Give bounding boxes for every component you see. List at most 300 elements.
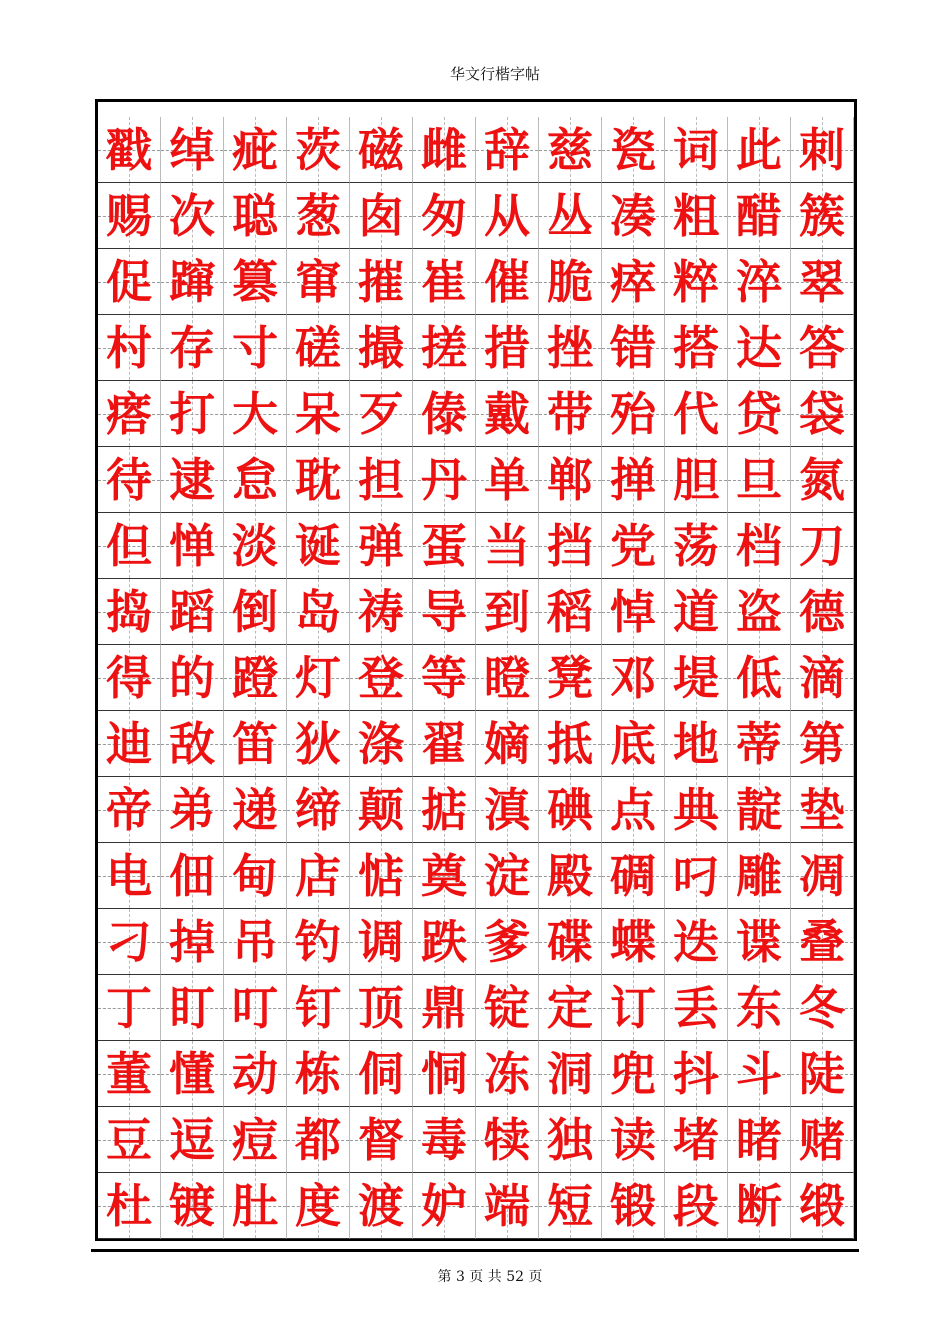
grid-cell — [161, 1107, 224, 1173]
practice-character: 淀 — [484, 848, 530, 903]
practice-character: 殆 — [610, 386, 656, 441]
practice-character: 瞪 — [484, 650, 530, 705]
grid-cell — [476, 315, 539, 381]
practice-character: 邓 — [610, 650, 656, 705]
practice-character: 电 — [106, 848, 152, 903]
grid-cell — [539, 183, 602, 249]
grid-cell — [413, 777, 476, 843]
grid-cell — [413, 447, 476, 513]
practice-character: 掉 — [169, 914, 215, 969]
practice-character: 歹 — [358, 386, 404, 441]
grid-cell — [287, 843, 350, 909]
practice-character: 恫 — [421, 1046, 467, 1101]
grid-cell — [791, 117, 854, 183]
practice-character: 斗 — [736, 1046, 782, 1101]
practice-character: 典 — [673, 782, 719, 837]
grid-cell — [413, 315, 476, 381]
practice-character: 囱 — [358, 188, 404, 243]
grid-cell — [161, 579, 224, 645]
grid-cell — [602, 315, 665, 381]
grid-cell — [161, 513, 224, 579]
practice-character: 旦 — [736, 452, 782, 507]
practice-character: 氮 — [799, 452, 845, 507]
grid-cell — [539, 315, 602, 381]
practice-character: 倒 — [232, 584, 278, 639]
grid-cell — [350, 843, 413, 909]
practice-character: 读 — [610, 1112, 656, 1167]
practice-character: 崔 — [421, 254, 467, 309]
practice-character: 督 — [358, 1112, 404, 1167]
grid-cell — [224, 513, 287, 579]
grid-cell — [161, 711, 224, 777]
practice-character: 戴 — [484, 386, 530, 441]
grid-cell — [539, 777, 602, 843]
practice-character: 独 — [547, 1112, 593, 1167]
practice-character: 但 — [106, 518, 152, 573]
grid-cell — [98, 315, 161, 381]
grid-cell — [602, 1107, 665, 1173]
grid-cell — [665, 711, 728, 777]
grid-cell — [539, 843, 602, 909]
practice-character: 惦 — [358, 848, 404, 903]
grid-cell — [476, 1107, 539, 1173]
practice-character: 堵 — [673, 1112, 719, 1167]
practice-character: 佃 — [169, 848, 215, 903]
grid-cell — [224, 315, 287, 381]
practice-character: 凋 — [799, 848, 845, 903]
grid-cell — [98, 777, 161, 843]
grid-cell — [224, 711, 287, 777]
practice-character: 盗 — [736, 584, 782, 639]
practice-character: 郸 — [547, 452, 593, 507]
practice-character: 稻 — [547, 584, 593, 639]
grid-cell — [602, 381, 665, 447]
grid-cell — [287, 975, 350, 1041]
grid-cell — [476, 183, 539, 249]
grid-cell — [161, 249, 224, 315]
practice-character: 促 — [106, 254, 152, 309]
practice-character: 蹈 — [169, 584, 215, 639]
practice-character: 甸 — [232, 848, 278, 903]
grid-cell — [476, 843, 539, 909]
grid-cell — [350, 249, 413, 315]
grid-cell — [602, 909, 665, 975]
page-title: 华文行楷字帖 — [449, 65, 540, 83]
grid-cell — [728, 381, 791, 447]
practice-character: 撮 — [358, 320, 404, 375]
grid-cell — [602, 711, 665, 777]
grid-cell — [224, 381, 287, 447]
grid-cell — [665, 1041, 728, 1107]
practice-character: 聪 — [232, 188, 278, 243]
practice-character: 吊 — [232, 914, 278, 969]
grid-cell — [224, 843, 287, 909]
grid-cell — [98, 579, 161, 645]
practice-character: 磁 — [358, 122, 404, 177]
grid-cell — [476, 513, 539, 579]
grid-cell — [98, 513, 161, 579]
practice-character: 动 — [232, 1046, 278, 1101]
practice-character: 粗 — [673, 188, 719, 243]
practice-character: 辞 — [484, 122, 530, 177]
grid-cell — [602, 975, 665, 1041]
grid-cell — [413, 249, 476, 315]
practice-character: 顶 — [358, 980, 404, 1035]
practice-character: 端 — [484, 1178, 530, 1233]
practice-character: 到 — [484, 584, 530, 639]
grid-cell — [728, 447, 791, 513]
practice-character: 荡 — [673, 518, 719, 573]
grid-cell — [350, 1041, 413, 1107]
practice-character: 词 — [673, 122, 719, 177]
grid-cell — [791, 1041, 854, 1107]
grid-cell — [791, 843, 854, 909]
grid-cell — [728, 1041, 791, 1107]
practice-character: 迪 — [106, 716, 152, 771]
grid-cell — [791, 183, 854, 249]
grid-cell — [224, 909, 287, 975]
practice-character: 堤 — [673, 650, 719, 705]
grid-cell — [728, 579, 791, 645]
practice-character: 蒂 — [736, 716, 782, 771]
grid-cell — [287, 447, 350, 513]
practice-character: 第 — [799, 716, 845, 771]
grid-cell — [413, 1173, 476, 1239]
practice-character: 悼 — [610, 584, 656, 639]
practice-character: 镀 — [169, 1178, 215, 1233]
grid-cell — [728, 513, 791, 579]
practice-character: 抵 — [547, 716, 593, 771]
grid-cell — [287, 1107, 350, 1173]
grid-cell — [161, 447, 224, 513]
practice-character: 翟 — [421, 716, 467, 771]
grid-cell — [539, 975, 602, 1041]
grid-cell — [539, 447, 602, 513]
practice-character: 凳 — [547, 650, 593, 705]
grid-cell — [728, 645, 791, 711]
practice-character: 底 — [610, 716, 656, 771]
practice-character: 逮 — [169, 452, 215, 507]
grid-cell — [665, 249, 728, 315]
grid-cell — [98, 249, 161, 315]
practice-character: 低 — [736, 650, 782, 705]
practice-character: 刁 — [106, 914, 152, 969]
practice-character: 短 — [547, 1178, 593, 1233]
practice-character: 匆 — [421, 188, 467, 243]
practice-character: 睹 — [736, 1112, 782, 1167]
grid-cell — [476, 1041, 539, 1107]
grid-cell — [350, 1107, 413, 1173]
grid-cell — [413, 1107, 476, 1173]
practice-character: 冻 — [484, 1046, 530, 1101]
grid-cell — [791, 1173, 854, 1239]
practice-character: 调 — [358, 914, 404, 969]
practice-character: 脆 — [547, 254, 593, 309]
grid-cell — [413, 909, 476, 975]
practice-character: 茨 — [295, 122, 341, 177]
practice-character: 碟 — [547, 914, 593, 969]
practice-character: 谍 — [736, 914, 782, 969]
practice-character: 犊 — [484, 1112, 530, 1167]
grid-cell — [665, 843, 728, 909]
practice-character: 耽 — [295, 452, 341, 507]
grid-cell — [539, 1107, 602, 1173]
grid-cell — [602, 1173, 665, 1239]
practice-character: 洞 — [547, 1046, 593, 1101]
practice-character: 滴 — [799, 650, 845, 705]
practice-character: 帝 — [106, 782, 152, 837]
grid-cell — [350, 777, 413, 843]
grid-cell — [665, 579, 728, 645]
practice-character: 瘁 — [610, 254, 656, 309]
practice-character: 赐 — [106, 188, 152, 243]
practice-character: 垫 — [799, 782, 845, 837]
practice-character: 断 — [736, 1178, 782, 1233]
grid-cell — [287, 645, 350, 711]
practice-character: 带 — [547, 386, 593, 441]
grid-cell — [665, 975, 728, 1041]
grid-cell — [161, 645, 224, 711]
practice-character: 逗 — [169, 1112, 215, 1167]
practice-character: 得 — [106, 650, 152, 705]
practice-character: 祷 — [358, 584, 404, 639]
grid-cell — [602, 447, 665, 513]
practice-character: 村 — [106, 320, 152, 375]
grid-cell — [413, 117, 476, 183]
grid-cell — [224, 777, 287, 843]
grid-cell — [287, 579, 350, 645]
grid-cell — [728, 975, 791, 1041]
practice-character: 慈 — [547, 122, 593, 177]
grid-cell — [98, 645, 161, 711]
practice-character: 绰 — [169, 122, 215, 177]
grid-cell — [665, 777, 728, 843]
practice-character: 笛 — [232, 716, 278, 771]
practice-character: 涤 — [358, 716, 404, 771]
grid-cell — [287, 711, 350, 777]
grid-cell — [665, 447, 728, 513]
practice-character: 掂 — [421, 782, 467, 837]
grid-cell — [602, 579, 665, 645]
grid-cell — [728, 315, 791, 381]
grid-cell — [476, 975, 539, 1041]
grid-cell — [476, 447, 539, 513]
grid-cell — [224, 579, 287, 645]
practice-character: 碘 — [547, 782, 593, 837]
practice-character: 答 — [799, 320, 845, 375]
practice-character: 弹 — [358, 518, 404, 573]
grid-cell — [476, 645, 539, 711]
practice-character: 颠 — [358, 782, 404, 837]
practice-character: 订 — [610, 980, 656, 1035]
practice-character: 葱 — [295, 188, 341, 243]
grid-cell — [98, 711, 161, 777]
practice-character: 钓 — [295, 914, 341, 969]
practice-character: 靛 — [736, 782, 782, 837]
grid-cell — [602, 843, 665, 909]
grid-cell — [224, 249, 287, 315]
practice-character: 瓷 — [610, 122, 656, 177]
practice-character: 凑 — [610, 188, 656, 243]
grid-cell — [224, 1041, 287, 1107]
grid-cell — [539, 711, 602, 777]
practice-character: 豆 — [106, 1112, 152, 1167]
practice-character: 叼 — [673, 848, 719, 903]
grid-cell — [413, 381, 476, 447]
practice-character: 摧 — [358, 254, 404, 309]
page-footer: 第 3 页 共 52 页 — [437, 1269, 543, 1285]
grid-cell — [287, 381, 350, 447]
practice-character: 叠 — [799, 914, 845, 969]
practice-character: 导 — [421, 584, 467, 639]
grid-cell — [665, 381, 728, 447]
grid-cell — [413, 711, 476, 777]
grid-cell — [287, 909, 350, 975]
grid-cell — [161, 909, 224, 975]
practice-character: 懂 — [169, 1046, 215, 1101]
practice-character: 渡 — [358, 1178, 404, 1233]
grid-cell — [98, 447, 161, 513]
practice-character: 翠 — [799, 254, 845, 309]
grid-cell — [287, 513, 350, 579]
grid-cell — [791, 315, 854, 381]
grid-cell — [98, 975, 161, 1041]
grid-cell — [287, 777, 350, 843]
grid-cell — [476, 909, 539, 975]
practice-character: 窜 — [295, 254, 341, 309]
practice-character: 叮 — [232, 980, 278, 1035]
practice-character: 定 — [547, 980, 593, 1035]
grid-cell — [791, 513, 854, 579]
grid-cell — [224, 447, 287, 513]
practice-character: 达 — [736, 320, 782, 375]
grid-cell — [350, 1173, 413, 1239]
practice-character: 店 — [295, 848, 341, 903]
practice-character: 兜 — [610, 1046, 656, 1101]
practice-character: 从 — [484, 188, 530, 243]
practice-character: 跌 — [421, 914, 467, 969]
grid-cell — [602, 249, 665, 315]
grid-cell — [98, 117, 161, 183]
grid-cell — [161, 777, 224, 843]
grid-cell — [539, 1173, 602, 1239]
grid-cell — [665, 315, 728, 381]
practice-character: 地 — [673, 716, 719, 771]
grid-cell — [161, 975, 224, 1041]
grid-cell — [791, 645, 854, 711]
practice-character: 错 — [610, 320, 656, 375]
grid-cell — [413, 1041, 476, 1107]
grid-cell — [98, 1173, 161, 1239]
practice-character: 爹 — [484, 914, 530, 969]
practice-grid — [98, 102, 854, 1239]
grid-cell — [98, 909, 161, 975]
practice-character: 栋 — [295, 1046, 341, 1101]
grid-cell — [161, 315, 224, 381]
practice-character: 单 — [484, 452, 530, 507]
grid-cell — [350, 645, 413, 711]
practice-character: 赌 — [799, 1112, 845, 1167]
practice-character: 都 — [295, 1112, 341, 1167]
practice-character: 雌 — [421, 122, 467, 177]
practice-character: 嫡 — [484, 716, 530, 771]
grid-cell — [350, 447, 413, 513]
grid-cell — [602, 645, 665, 711]
practice-character: 篡 — [232, 254, 278, 309]
grid-cell — [161, 117, 224, 183]
practice-character: 蹿 — [169, 254, 215, 309]
practice-character: 党 — [610, 518, 656, 573]
grid-cell — [287, 315, 350, 381]
practice-character: 刺 — [799, 122, 845, 177]
practice-character: 毒 — [421, 1112, 467, 1167]
grid-cell — [350, 711, 413, 777]
practice-character: 丹 — [421, 452, 467, 507]
practice-character: 肚 — [232, 1178, 278, 1233]
practice-character: 德 — [799, 584, 845, 639]
grid-cell — [602, 777, 665, 843]
grid-cell — [224, 117, 287, 183]
grid-cell — [350, 381, 413, 447]
grid-cell — [476, 777, 539, 843]
practice-character: 滇 — [484, 782, 530, 837]
grid-cell — [665, 513, 728, 579]
practice-character: 盯 — [169, 980, 215, 1035]
practice-character: 点 — [610, 782, 656, 837]
practice-character: 段 — [673, 1178, 719, 1233]
grid-cell — [350, 513, 413, 579]
grid-cell — [224, 183, 287, 249]
practice-character: 淡 — [232, 518, 278, 573]
grid-cell — [476, 381, 539, 447]
practice-character: 傣 — [421, 386, 467, 441]
practice-character: 搓 — [421, 320, 467, 375]
practice-character: 陡 — [799, 1046, 845, 1101]
grid-cell — [539, 579, 602, 645]
grid-cell — [791, 711, 854, 777]
practice-character: 钉 — [295, 980, 341, 1035]
practice-character: 挫 — [547, 320, 593, 375]
bottom-rule — [91, 1249, 859, 1252]
practice-character: 袋 — [799, 386, 845, 441]
practice-character: 戳 — [106, 122, 152, 177]
practice-character: 道 — [673, 584, 719, 639]
practice-character: 缔 — [295, 782, 341, 837]
practice-character: 雕 — [736, 848, 782, 903]
practice-character: 催 — [484, 254, 530, 309]
practice-grid-frame — [95, 99, 857, 1241]
grid-cell — [161, 183, 224, 249]
grid-cell — [665, 1107, 728, 1173]
grid-cell — [665, 117, 728, 183]
grid-cell — [791, 975, 854, 1041]
practice-character: 担 — [358, 452, 404, 507]
practice-character: 掸 — [610, 452, 656, 507]
practice-character: 存 — [169, 320, 215, 375]
practice-character: 胆 — [673, 452, 719, 507]
practice-character: 此 — [736, 122, 782, 177]
practice-character: 董 — [106, 1046, 152, 1101]
grid-cell — [413, 579, 476, 645]
grid-cell — [413, 975, 476, 1041]
practice-character: 当 — [484, 518, 530, 573]
grid-cell — [791, 1107, 854, 1173]
practice-character: 侗 — [358, 1046, 404, 1101]
practice-character: 冬 — [799, 980, 845, 1035]
grid-cell — [728, 909, 791, 975]
grid-cell — [602, 513, 665, 579]
practice-character: 蛋 — [421, 518, 467, 573]
